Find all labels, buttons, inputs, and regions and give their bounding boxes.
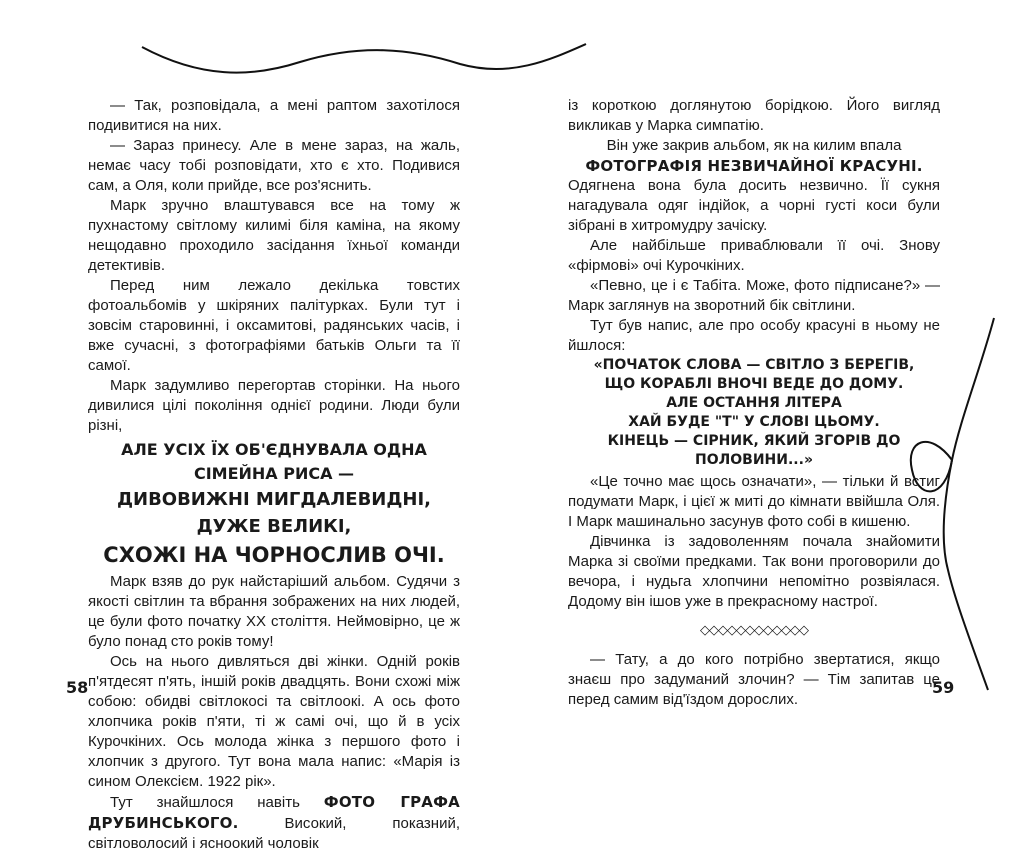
highlight-phrase: ФОТОГРАФІЯ НЕЗВИЧАЙНОЇ КРАСУНІ.	[585, 157, 923, 175]
paragraph: Марк взяв до рук найстаріший альбом. Судячи з якості світлин та вбрання зображених на них людей, це були фото початку ХХ століття. Неймовірно, це ж було понад сто років тому!	[88, 573, 460, 650]
paragraph: — Так, розповідала, а мені раптом захотілося подивитися на них.	[88, 97, 460, 134]
paragraph-text: Високий, показний, світловолосий і ясноокий чоловік	[88, 815, 460, 852]
highlight-line-2: ДИВОВИЖНІ МИГДАЛЕВИДНІ, ДУЖЕ ВЕЛИКІ,	[116, 489, 432, 537]
poem-line: КІНЕЦЬ — СІРНИК, ЯКИЙ ЗГОРІВ ДО ПОЛОВИНИ...»	[607, 433, 901, 468]
paragraph: «Це точно має щось означати», — тільки й встиг подумати Марк, і цієї ж миті до кімнати ввійшла Оля. І Марк машинально засунув фото собі в кишеню.	[568, 473, 940, 530]
highlight-phrase: ФОТО ГРАФА ДРУБИНСЬКОГО.	[88, 793, 460, 832]
paragraph: Ось на нього дивляться дві жінки. Одній років п'ятдесят п'ять, іншій років двадцять. Вони схожі між собою: обидві світлокосі та світлоокі. А ось фото хлопчика років п'яти, ті ж самі очі, що й в усіх Курочкіних. Ось молода жінка з першого фото і хлопчик з другого. Тут вона мала напис: «Марія із сином Олексієм. 1922 рік».	[88, 653, 460, 790]
highlight-block	[88, 438, 460, 570]
ornament-divider: ◇◇◇◇◇◇◇◇◇◇◇◇	[700, 622, 808, 637]
paragraph: із короткою доглянутою борідкою. Його вигляд викликав у Марка симпатію.	[568, 97, 940, 134]
paragraph	[88, 792, 460, 854]
poem-line: ХАЙ БУДЕ "Т" У СЛОВІ ЦЬОМУ.	[628, 414, 880, 430]
highlight-line-1: АЛЕ УСІХ ЇХ ОБ'ЄДНУВАЛА ОДНА СІМЕЙНА РИСА —	[121, 440, 427, 483]
page-number-right: 59	[932, 678, 955, 697]
inscription-poem	[568, 356, 940, 470]
page-number-left: 58	[66, 678, 89, 697]
paragraph-text: Тут знайшлося навіть	[110, 794, 300, 811]
paragraph: Одягнена вона була досить незвично. Її сукня нагадувала одяг індійок, а чорні густі коси були зібрані в хитромудру зачіску.	[568, 177, 940, 234]
paragraph: «Певно, це і є Табіта. Може, фото підписане?» — Марк заглянув на зворотний бік світлини.	[568, 277, 940, 314]
poem-line: ЩО КОРАБЛІ ВНОЧІ ВЕДЕ ДО ДОМУ.	[604, 376, 904, 392]
paragraph: Перед ним лежало декілька товстих фотоальбомів у шкіряних палітурках. Були тут і зовсім старовинні, і оксамитові, радянських часів, і вже сучасні, з фотографіями батьків Ольги та її самої.	[88, 277, 460, 374]
paragraph: Тут був напис, але про особу красуні в ньому не йшлося:	[568, 317, 940, 354]
poem-line: АЛЕ ОСТАННЯ ЛІТЕРА	[666, 395, 842, 411]
paragraph: — Зараз принесу. Але в мене зараз, на жаль, немає часу тобі розповідати, хто є хто. Подивися сам, а Оля, коли прийде, все роз'яснить.	[88, 137, 460, 194]
paragraph: Дівчинка із задоволенням почала знайомити Марка зі своїми предками. Так вони проговорили до вечора, і нудьга хлопчини непомітно розвіялася. Додому він ішов уже в прекрасному настрої.	[568, 533, 940, 610]
right-page-text	[568, 96, 940, 710]
highlight-line-3: СХОЖІ НА ЧОРНОСЛИВ ОЧІ.	[103, 543, 445, 567]
paragraph: Марк зручно влаштувався все на тому ж пухнастому світлому килимі біля каміна, на якому нещодавно проходило засідання їхньої команди детективів.	[88, 197, 460, 274]
left-page-text	[88, 96, 460, 854]
paragraph: Він уже закрив альбом, як на килим впала	[606, 137, 902, 154]
paragraph: — Тату, а до кого потрібно звертатися, якщо знаєш про задуманий злочин? — Тім запитав це перед самим від'їздом дорослих.	[568, 651, 940, 708]
paragraph: Але найбільше приваблювали її очі. Знову «фірмові» очі Курочкіних.	[568, 237, 940, 274]
paragraph: Марк задумливо перегортав сторінки. На нього дивилися цілі покоління однієї родини. Люди були різні,	[88, 377, 460, 434]
poem-line: «ПОЧАТОК СЛОВА — СВІТЛО З БЕРЕГІВ,	[593, 357, 915, 373]
